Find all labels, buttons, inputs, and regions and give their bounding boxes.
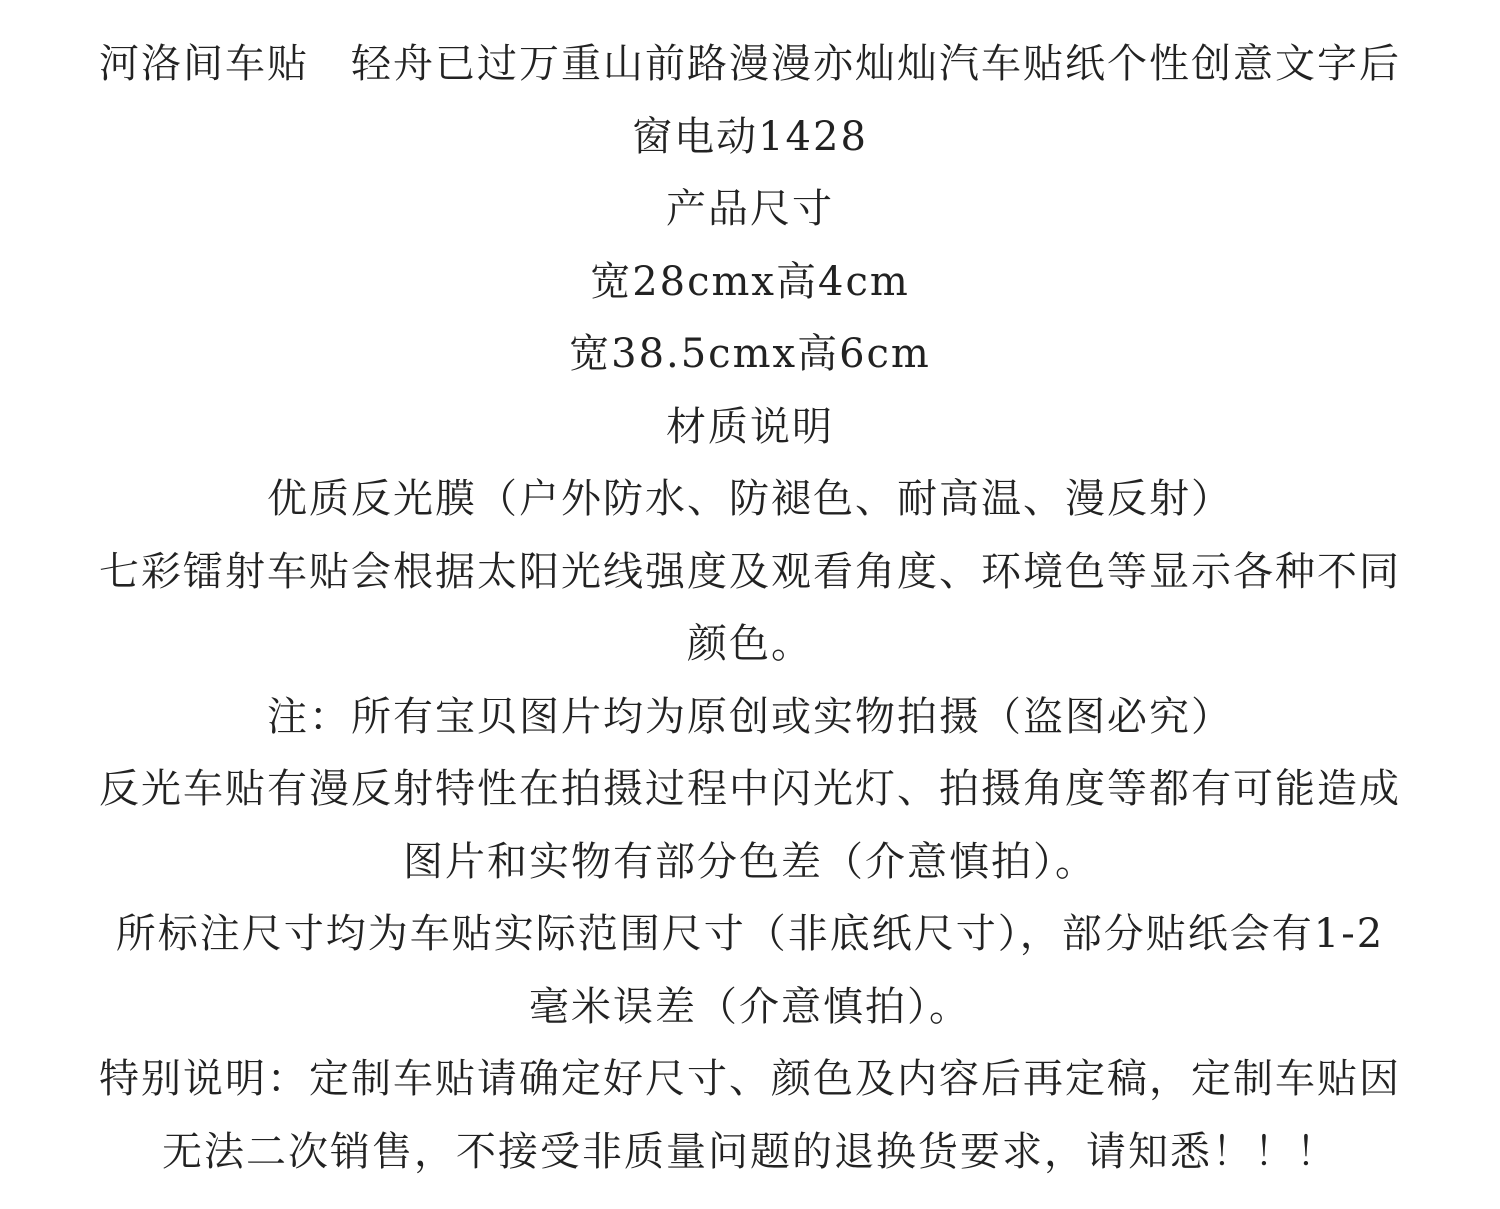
material-heading: 材质说明 — [666, 403, 834, 450]
size-option-large: 宽38.5cmx高6cm — [569, 331, 931, 377]
size-option-small: 宽28cmx高4cm — [590, 258, 910, 305]
custom-order-note-line-1: 特别说明：定制车贴请确定好尺寸、颜色及内容后再定稿，定制车贴因 — [99, 1056, 1401, 1102]
material-description: 优质反光膜（户外防水、防褪色、耐高温、漫反射） — [267, 476, 1233, 522]
material-section — [0, 391, 1500, 681]
size-heading: 产品尺寸 — [666, 186, 834, 232]
size-error-note-line-2: 毫米误差（介意慎拍）。 — [529, 983, 971, 1030]
size-error-note-line-1: 所标注尺寸均为车贴实际范围尺寸（非底纸尺寸），部分贴纸会有1-2 — [115, 911, 1385, 957]
color-difference-note-line-1: 反光车贴有漫反射特性在拍摄过程中闪光灯、拍摄角度等都有可能造成 — [99, 766, 1401, 812]
notes-section — [0, 681, 1500, 1189]
laser-note-line-2: 颜色。 — [687, 621, 813, 667]
product-title-line-2: 窗电动1428 — [632, 113, 868, 160]
laser-note-line-1: 七彩镭射车贴会根据太阳光线强度及观看角度、环境色等显示各种不同 — [99, 548, 1401, 595]
product-title — [0, 28, 1500, 173]
color-difference-note-line-2: 图片和实物有部分色差（介意慎拍）。 — [403, 838, 1097, 885]
original-photo-note: 注：所有宝贝图片均为原创或实物拍摄（盗图必究） — [267, 693, 1233, 740]
product-title-line-1: 河洛间车贴 轻舟已过万重山前路漫漫亦灿灿汽车贴纸个性创意文字后 — [99, 41, 1401, 87]
size-section — [0, 173, 1500, 391]
custom-order-note-line-2: 无法二次销售，不接受非质量问题的退换货要求，请知悉！！！ — [162, 1128, 1338, 1175]
